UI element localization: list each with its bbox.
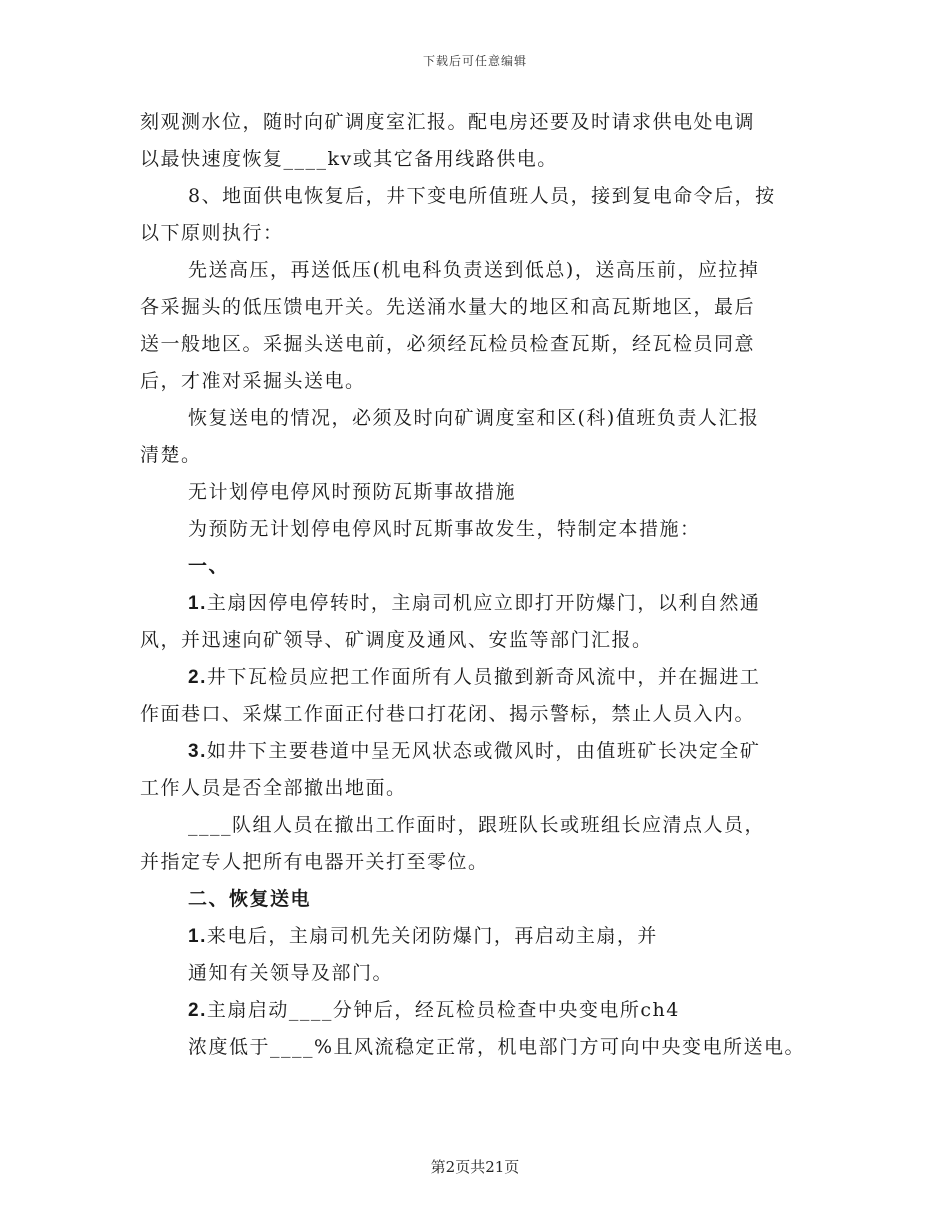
- body-line: [140, 844, 820, 881]
- body-line: [140, 807, 820, 844]
- body-line: [140, 992, 820, 1029]
- line-text: 工作人员是否全部撤出地面。: [140, 777, 407, 799]
- body-line: [140, 696, 820, 733]
- body-line: [140, 474, 820, 511]
- line-text: 二、恢复送电: [188, 888, 312, 910]
- list-number: 1.: [188, 926, 207, 947]
- body-line: [140, 918, 820, 955]
- line-text: 后，才准对采掘头送电。: [140, 370, 366, 392]
- body-line: [140, 104, 820, 141]
- body-line: [140, 770, 820, 807]
- line-text: 先送高压，再送低压(机电科负责送到低总)，送高压前，应拉掉: [188, 259, 760, 281]
- body-line: [140, 400, 820, 437]
- line-text: 并指定专人把所有电器开关打至零位。: [140, 851, 489, 873]
- line-text: 井下瓦检员应把工作面所有人员撤到新奇风流中，并在掘进工: [206, 666, 761, 688]
- document-body: [140, 104, 820, 1066]
- body-line: [140, 548, 820, 585]
- line-text: 各采掘头的低压馈电开关。先送涌水量大的地区和高瓦斯地区，最后: [140, 296, 756, 318]
- line-text: 来电后，主扇司机先关闭防爆门，再启动主扇，并: [206, 925, 658, 947]
- line-text: ____队组人员在撤出工作面时，跟班队长或班组长应清点人员，: [188, 814, 766, 836]
- line-text: 作面巷口、采煤工作面正付巷口打花闭、揭示警标，禁止人员入内。: [140, 703, 756, 725]
- body-line: [140, 363, 820, 400]
- body-line: [140, 437, 820, 474]
- line-text: 如井下主要巷道中呈无风状态或微风时，由值班矿长决定全矿: [206, 740, 761, 762]
- body-line: [140, 955, 820, 992]
- line-text: 送一般地区。采掘头送电前，必须经瓦检员检查瓦斯，经瓦检员同意: [140, 333, 756, 355]
- line-text: 刻观测水位，随时向矿调度室汇报。配电房还要及时请求供电处电调: [140, 111, 756, 133]
- body-line: [140, 178, 820, 215]
- body-line: [140, 733, 820, 770]
- line-text: 主扇启动____分钟后，经瓦检员检查中央变电所ch4: [206, 999, 680, 1021]
- body-line: [140, 585, 820, 622]
- page-footer: 第2页共21页: [430, 1158, 520, 1176]
- body-line: [140, 141, 820, 178]
- list-number: 2.: [188, 667, 207, 688]
- line-text: 风，并迅速向矿领导、矿调度及通风、安监等部门汇报。: [140, 629, 653, 651]
- body-line: [140, 881, 820, 918]
- body-line: [140, 252, 820, 289]
- line-text: 为预防无计划停电停风时瓦斯事故发生，特制定本措施：: [188, 518, 701, 540]
- line-text: 浓度低于____%且风流稳定正常，机电部门方可向中央变电所送电。: [188, 1036, 806, 1058]
- line-text: 通知有关领导及部门。: [188, 962, 394, 984]
- list-number: 3.: [188, 741, 207, 762]
- line-text: 主扇因停电停转时，主扇司机应立即打开防爆门，以利自然通: [206, 592, 761, 614]
- list-number: 2.: [188, 1000, 207, 1021]
- body-line: [140, 511, 820, 548]
- line-text: 以下原则执行：: [140, 222, 284, 244]
- line-text: 清楚。: [140, 444, 202, 466]
- page-header: 下载后可任意编辑: [422, 54, 527, 68]
- line-text: 以最快速度恢复____kv或其它备用线路供电。: [140, 148, 558, 170]
- body-line: [140, 326, 820, 363]
- body-line: [140, 1029, 820, 1066]
- line-text: 无计划停电停风时预防瓦斯事故措施: [188, 481, 517, 503]
- body-line: [140, 622, 820, 659]
- body-line: [140, 659, 820, 696]
- line-text: 一、: [188, 555, 230, 577]
- list-number: 1.: [188, 593, 207, 614]
- body-line: [140, 289, 820, 326]
- body-line: [140, 215, 820, 252]
- line-text: 8、地面供电恢复后，井下变电所值班人员，接到复电命令后，按: [188, 185, 776, 207]
- line-text: 恢复送电的情况，必须及时向矿调度室和区(科)值班负责人汇报: [188, 407, 760, 429]
